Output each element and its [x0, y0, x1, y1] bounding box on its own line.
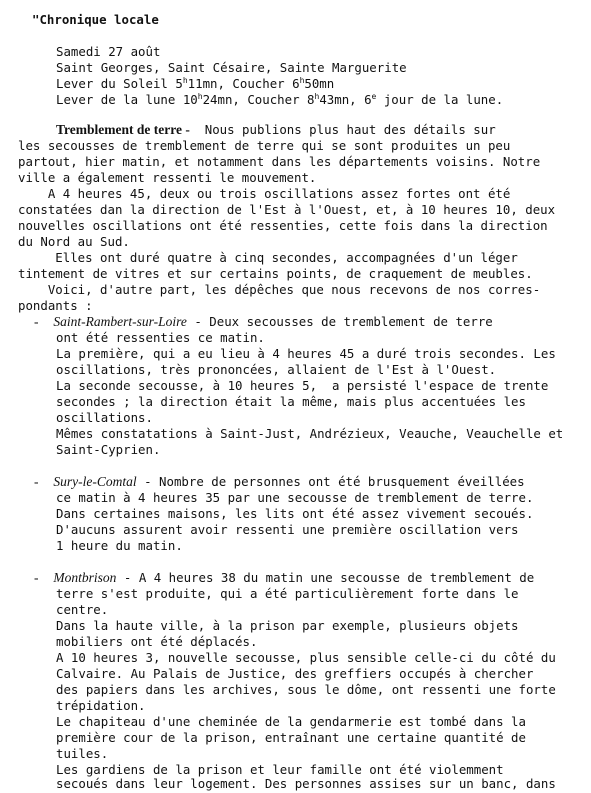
text-line: pondants :: [18, 298, 93, 313]
text-line: Voici, d'autre part, les dépêches que nous recevons de nos corres-: [18, 282, 541, 297]
list-dash: -: [34, 474, 39, 489]
text-line: Dans la haute ville, à la prison par exemple, plusieurs objets: [56, 618, 519, 633]
moon-times-line: Lever de la lune 10$^h$24mn, Coucher 8$^h$43mn, 6e jour de la lune.: [56, 92, 504, 107]
place-name: Saint-Rambert-sur-Loire: [53, 314, 187, 329]
text-line: terre s'est produite, qui a été particulièrement forte dans le: [56, 586, 519, 601]
text-line: les secousses de tremblement de terre qui se sont produites un peu: [18, 138, 511, 153]
text-line: oscillations.: [56, 410, 153, 425]
text-line: du Nord au Sud.: [18, 234, 130, 249]
section-first-line: - Sury-le-Comtal - Nombre de personnes ont été brusquement éveillées: [34, 474, 525, 489]
text-line: trépidation.: [56, 698, 146, 713]
date-line: Samedi 27 août: [56, 44, 161, 59]
text-line: mobiliers ont été déplacés.: [56, 634, 258, 649]
text-line: Saint-Cyprien.: [56, 442, 161, 457]
text-line: D'aucuns assurent avoir ressenti une première oscillation vers: [56, 522, 519, 537]
place-name: Montbrison: [53, 570, 117, 585]
text-line: ce matin à 4 heures 35 par une secousse de tremblement de terre.: [56, 490, 534, 505]
text-line: La seconde secousse, à 10 heures 5, a persisté l'espace de trente: [56, 378, 549, 393]
text-line: première cour de la prison, entraînant une certaine quantité de: [56, 730, 526, 745]
text-line: La première, qui a eu lieu à 4 heures 45 a duré trois secondes. Les: [56, 346, 556, 361]
chronicle-title: "Chronique locale: [32, 12, 159, 27]
article-title: Tremblement de terre -: [56, 122, 190, 137]
text-line: nouvelles oscillations ont été ressenties, cette fois dans la direction: [18, 218, 548, 233]
text-line: constatées dan la direction de l'Est à l'Ouest, et, à 10 heures 10, deux: [18, 202, 556, 217]
text-line: secondes ; la direction était la même, mais plus accentuées les: [56, 394, 526, 409]
list-dash: -: [34, 314, 39, 329]
text-line: oscillations, très prononcées, allaient de l'Est à l'Ouest.: [56, 362, 497, 377]
text-line: Le chapiteau d'une cheminée de la gendarmerie est tombé dans la: [56, 714, 526, 729]
text-line: tintement de vitres et sur certains points, de craquement de meubles.: [18, 266, 533, 281]
text-line: A 4 heures 45, deux ou trois oscillations assez fortes ont été: [18, 186, 511, 201]
text-line: partout, hier matin, et notamment dans les départements voisins. Notre: [18, 154, 541, 169]
text-line: des papiers dans les archives, sous le dôme, ont ressenti une forte: [56, 682, 556, 697]
text-line: 1 heure du matin.: [56, 538, 183, 553]
list-dash: -: [34, 570, 39, 585]
text-line: tuiles.: [56, 746, 109, 761]
text-line: secoués dans leur logement. Des personnes assises sur un banc, dans: [56, 776, 556, 791]
text-line: A 10 heures 3, nouvelle secousse, plus sensible celle-ci du côté du: [56, 650, 556, 665]
text-line: Calvaire. Au Palais de Justice, des greffiers occupés à chercher: [56, 666, 534, 681]
text-line: ville a également ressenti le mouvement.: [18, 170, 317, 185]
text-line: centre.: [56, 602, 109, 617]
section-first-line: - Saint-Rambert-sur-Loire - Deux secousses de tremblement de terre: [34, 314, 493, 329]
text-line: Elles ont duré quatre à cinq secondes, accompagnées d'un léger: [18, 250, 518, 265]
sun-times-line: Lever du Soleil 5$^h$11mn, Coucher 6$^h$50mn: [56, 76, 335, 91]
saints-line: Saint Georges, Saint Césaire, Sainte Marguerite: [56, 60, 407, 75]
text-line: Mêmes constatations à Saint-Just, Andrézieux, Veauche, Veauchelle et: [56, 426, 564, 441]
text-line: Les gardiens de la prison et leur famille ont été violemment: [56, 762, 504, 777]
text-line: Dans certaines maisons, les lits ont été assez vivement secoués.: [56, 506, 534, 521]
article-first-line: Tremblement de terre - Nous publions plus haut des détails sur: [56, 122, 496, 137]
text-line: ont été ressenties ce matin.: [56, 330, 265, 345]
section-first-line: - Montbrison - A 4 heures 38 du matin une secousse de tremblement de: [34, 570, 535, 585]
place-name: Sury-le-Comtal: [53, 474, 137, 489]
